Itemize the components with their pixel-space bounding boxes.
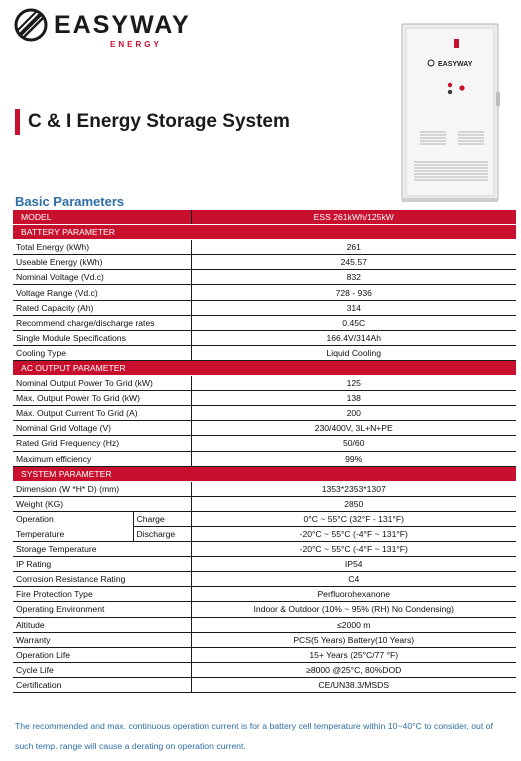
table-row	[13, 587, 516, 602]
param-label: Fire Protection Type	[13, 587, 191, 602]
brand-subtitle: ENERGY	[110, 40, 162, 49]
table-row	[13, 345, 516, 360]
param-label: Dimension (W *H* D) (mm)	[13, 481, 191, 496]
param-value: PCS(5 Years) Battery(10 Years)	[191, 632, 516, 647]
param-label: Max. Output Current To Grid (A)	[13, 406, 191, 421]
param-label: Corrosion Resistance Rating	[13, 572, 191, 587]
brand-name: EASYWAY	[54, 11, 191, 39]
param-value: 314	[191, 300, 516, 315]
table-row	[13, 391, 516, 406]
table-row	[13, 526, 516, 541]
table-row	[13, 617, 516, 632]
param-value: 0.45C	[191, 315, 516, 330]
param-label: IP Rating	[13, 557, 191, 572]
param-label: Operating Environment	[13, 602, 191, 617]
param-label: Nominal Grid Voltage (V)	[13, 421, 191, 436]
param-value: 125	[191, 376, 516, 391]
table-row	[13, 421, 516, 436]
table-row	[13, 647, 516, 662]
table-row	[13, 315, 516, 330]
table-row	[13, 632, 516, 647]
table-row	[13, 255, 516, 270]
section-title: Basic Parameters	[15, 194, 125, 209]
discharge-value: -20°C ~ 55°C (-4°F ~ 131°F)	[191, 526, 516, 541]
param-value: IP54	[191, 557, 516, 572]
param-label: Certification	[13, 677, 191, 692]
param-value: 1353*2353*1307	[191, 481, 516, 496]
param-value: 50/60	[191, 436, 516, 451]
parameters-table	[13, 210, 516, 693]
param-value: 2850	[191, 496, 516, 511]
table-row	[13, 496, 516, 511]
param-label: Max. Output Power To Grid (kW)	[13, 391, 191, 406]
param-value: Perfluorohexanone	[191, 587, 516, 602]
param-value: 728 - 936	[191, 285, 516, 300]
operation-temp-label-line2: Temperature	[13, 526, 133, 541]
brand-logo	[14, 8, 194, 48]
title-accent-bar	[15, 109, 20, 135]
table-row	[13, 542, 516, 557]
param-label: Nominal Output Power To Grid (kW)	[13, 376, 191, 391]
operation-temp-label-line1: Operation	[13, 511, 133, 526]
parameters-table-body	[13, 210, 516, 693]
footnote: The recommended and max. continuous operation current is for a battery cell temperature within 10~40°C to consider, out of such temp. range will cause a derating on operation current.	[15, 721, 493, 751]
param-value: 832	[191, 270, 516, 285]
param-label: Maximum efficiency	[13, 451, 191, 466]
param-value: 261	[191, 240, 516, 255]
table-row	[13, 436, 516, 451]
table-row	[13, 557, 516, 572]
table-row	[13, 300, 516, 315]
param-label: Total Energy (kWh)	[13, 240, 191, 255]
battery-header: BATTERY PARAMETER	[13, 225, 516, 240]
param-value: 99%	[191, 451, 516, 466]
model-row	[13, 210, 516, 225]
param-value: 200	[191, 406, 516, 421]
table-row	[13, 511, 516, 526]
param-value: 166.4V/314Ah	[191, 330, 516, 345]
param-label: Recommend charge/discharge rates	[13, 315, 191, 330]
param-label: Cooling Type	[13, 345, 191, 360]
table-row	[13, 602, 516, 617]
ac-header-row	[13, 360, 516, 375]
table-row	[13, 406, 516, 421]
param-value: 230/400V, 3L+N+PE	[191, 421, 516, 436]
param-value: 245.57	[191, 255, 516, 270]
param-label: Storage Temperature	[13, 542, 191, 557]
param-label: Altitude	[13, 617, 191, 632]
param-value: 15+ Years (25°C/77 °F)	[191, 647, 516, 662]
table-row	[13, 677, 516, 692]
system-header-row	[13, 466, 516, 481]
model-value: ESS 261kWh/125kW	[191, 210, 516, 225]
param-label: Single Module Specifications	[13, 330, 191, 345]
param-label: Rated Capacity (Ah)	[13, 300, 191, 315]
param-value: CE/UN38.3/MSDS	[191, 677, 516, 692]
discharge-label: Discharge	[133, 526, 191, 541]
param-value: ≤2000 m	[191, 617, 516, 632]
page-title: C & I Energy Storage System	[28, 111, 290, 132]
table-row	[13, 270, 516, 285]
param-value: 138	[191, 391, 516, 406]
table-row	[13, 481, 516, 496]
battery-header-row	[13, 225, 516, 240]
param-value: -20°C ~ 55°C (-4°F ~ 131°F)	[191, 542, 516, 557]
param-value: Liquid Cooling	[191, 345, 516, 360]
brand-logo-icon	[14, 8, 48, 42]
param-value: Indoor & Outdoor (10% ~ 95% (RH) No Condensing)	[191, 602, 516, 617]
table-row	[13, 662, 516, 677]
table-row	[13, 451, 516, 466]
cabinet-image	[398, 22, 502, 204]
param-label: Operation Life	[13, 647, 191, 662]
charge-label: Charge	[133, 511, 191, 526]
system-header: SYSTEM PARAMETER	[13, 466, 516, 481]
param-value: C4	[191, 572, 516, 587]
param-label: Rated Grid Frequency (Hz)	[13, 436, 191, 451]
param-label: Useable Energy (kWh)	[13, 255, 191, 270]
param-label: Nominal Voltage (Vd.c)	[13, 270, 191, 285]
table-row	[13, 330, 516, 345]
model-label: MODEL	[13, 210, 191, 225]
charge-value: 0°C ~ 55°C (32°F - 131°F)	[191, 511, 516, 526]
cabinet-logo-text: EASYWAY	[438, 61, 473, 68]
param-value: ≥8000 @25°C, 80%DOD	[191, 662, 516, 677]
param-label: Warranty	[13, 632, 191, 647]
param-label: Voltage Range (Vd.c)	[13, 285, 191, 300]
table-row	[13, 240, 516, 255]
param-label: Cycle Life	[13, 662, 191, 677]
ac-header: AC OUTPUT PARAMETER	[13, 360, 516, 375]
param-label: Weight (KG)	[13, 496, 191, 511]
table-row	[13, 572, 516, 587]
table-row	[13, 376, 516, 391]
table-row	[13, 285, 516, 300]
